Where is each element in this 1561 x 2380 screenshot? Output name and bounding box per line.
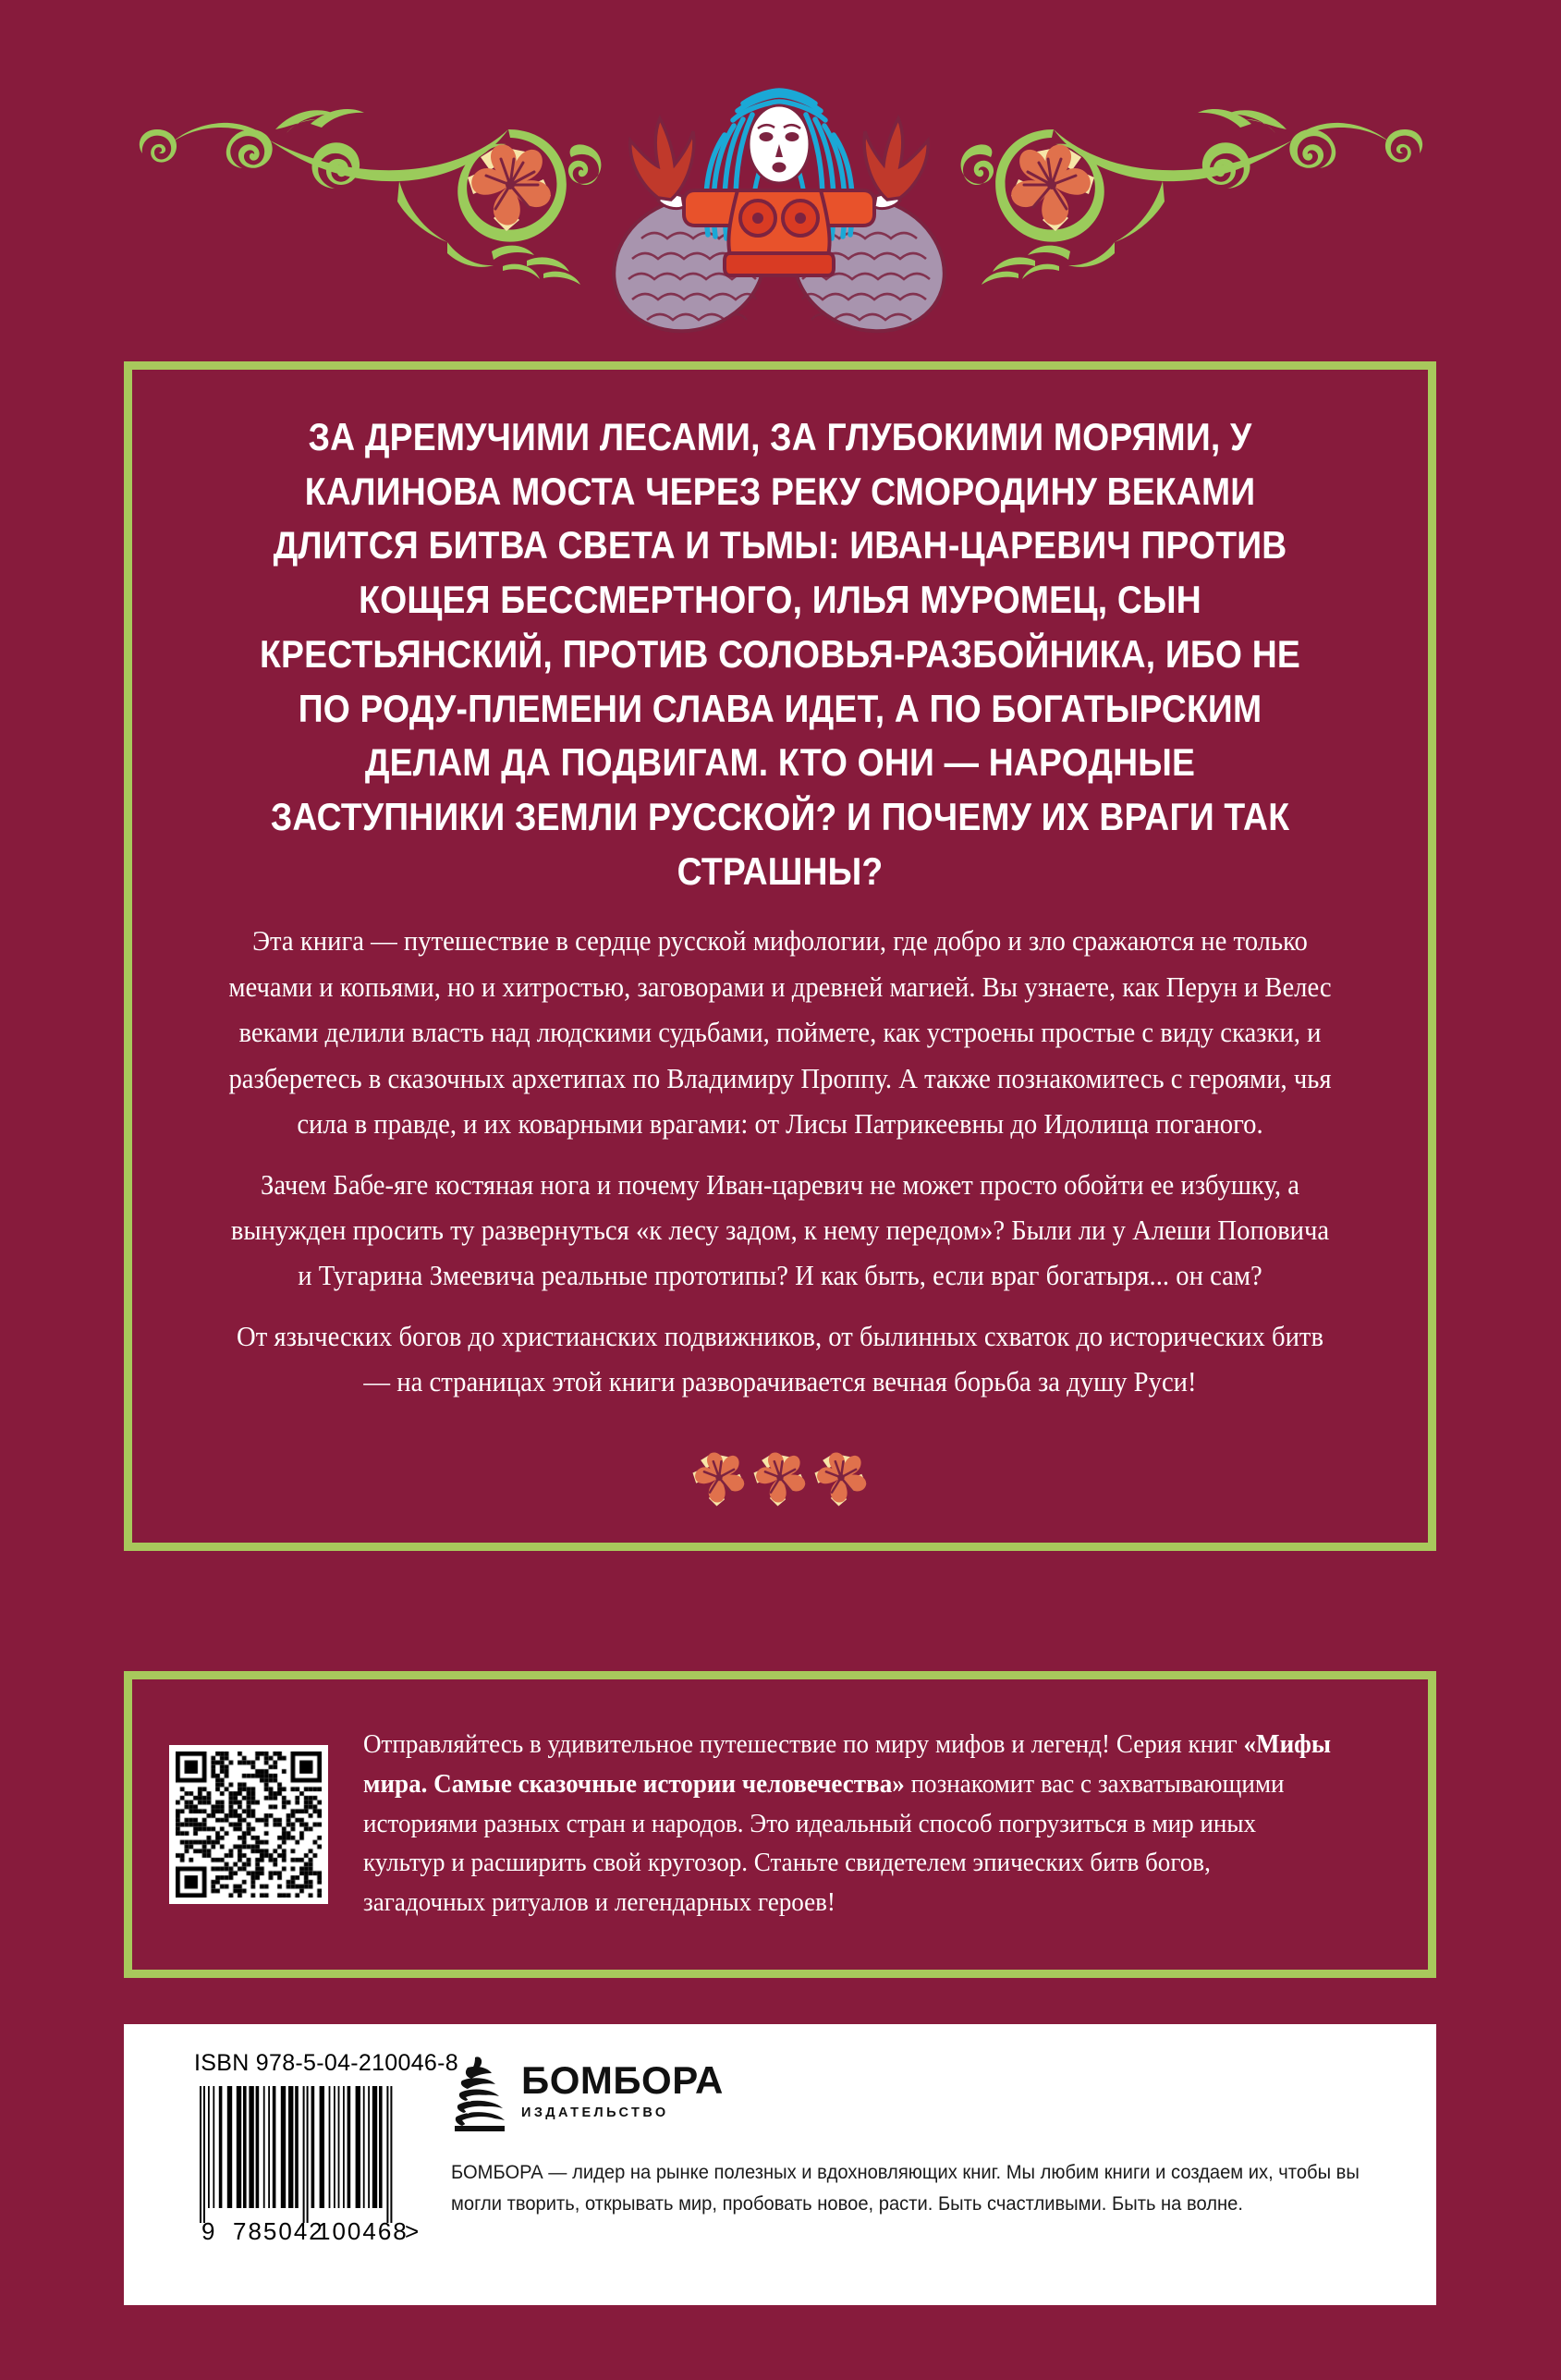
series-intro-1: Отправляйтесь в удивительное путешествие по миру мифов и легенд! Серия книг bbox=[363, 1730, 1244, 1760]
main-description-frame bbox=[124, 361, 1436, 1551]
qr-code[interactable] bbox=[169, 1745, 328, 1904]
body-paragraph-3: От языческих богов до христианских подвижников, от былинных схваток до исторических битв — на страницах этой книги разворачивается вечная борьба за душу Руси! bbox=[237, 1320, 1323, 1398]
series-promo-frame bbox=[124, 1671, 1436, 1978]
publisher-description: БОМБОРА — лидер на рынке полезных и вдохновляющих книг. Мы любим книги и создаем их, чтобы вы могли творить, открывать мир, пробовать новое, расти. Быть счастливыми. Быть на волне. bbox=[451, 2162, 1360, 2215]
isbn-block bbox=[124, 2024, 458, 2247]
publisher-logo bbox=[451, 2056, 1399, 2133]
qr-code-image bbox=[176, 1751, 322, 1898]
barcode-digits-right: 100468 bbox=[317, 2217, 409, 2245]
floral-vine-scroll-right bbox=[952, 89, 1433, 301]
barcode bbox=[194, 2081, 427, 2247]
cover-headline: ЗА ДРЕМУЧИМИ ЛЕСАМИ, ЗА ГЛУБОКИМИ МОРЯМИ, У КАЛИНОВА МОСТА ЧЕРЕЗ РЕКУ СМОРОДИНУ ВЕКАМИ ДЛИТСЯ БИТВА СВЕТА И ТЬМЫ: ИВАН-ЦАРЕВИЧ ПРОТИВ КОЩЕЯ БЕССМЕРТНОГО, ИЛЬЯ МУРОМЕЦ, СЫН КРЕСТЬЯНСКИЙ, ПРОТИВ СОЛОВЬЯ-РАЗБОЙНИКА, ИБО НЕ ПО РОДУ-ПЛЕМЕНИ СЛАВА ИДЕТ, А ПО БОГАТЫРСКИМ ДЕЛАМ ДА ПОДВИГАМ. КТО ОНИ — НАРОДНЫЕ ЗАСТУПНИКИ ЗЕМЛИ РУССКОЙ? И ПОЧЕМУ ИХ ВРАГИ ТАК СТРАШНЫ? bbox=[260, 415, 1300, 893]
body-paragraph-2: Зачем Бабе-яге костяная нога и почему Иван-царевич не может просто обойти ее избушку, а вынужден просить ту развернуться «к лесу задом, к нему передом»? Были ли у Алеши Поповича и Тугарина Змеевича реальные прототипы? И как быть, если враг богатыря... он сам? bbox=[230, 1168, 1330, 1292]
publisher-wordmark bbox=[521, 2056, 724, 2120]
bereginya-mermaid-figure bbox=[562, 79, 996, 338]
publisher-block bbox=[429, 2024, 1436, 2220]
footer-panel bbox=[124, 2024, 1436, 2305]
floral-vine-scroll-left bbox=[129, 89, 610, 301]
publisher-subtitle: ИЗДАТЕЛЬСТВО bbox=[521, 2105, 669, 2120]
series-description bbox=[328, 1726, 1373, 1923]
bombora-mark-icon bbox=[451, 2056, 508, 2133]
series-intro-2: познакомит вас с захватывающими историями разных стран и народов. Это идеальный способ погрузиться в мир иных культур и расширить свой кругозор. Станьте свидетелем эпических битв богов, загадочных ритуалов и легендарных героев! bbox=[363, 1769, 1285, 1918]
three-flower-divider bbox=[688, 1452, 872, 1511]
barcode-suffix: > bbox=[405, 2217, 420, 2245]
series-title: «Мифы мира. Самые сказочные истории человечества» bbox=[363, 1730, 1332, 1799]
barcode-digit-left: 9 bbox=[201, 2217, 215, 2245]
top-ornament-band bbox=[0, 89, 1561, 329]
body-paragraph-1: Эта книга — путешествие в сердце русской мифологии, где добро и зло сражаются не только мечами и копьями, но и хитростью, заговорами и древней магией. Вы узнаете, как Перун и Велес веками делили власть над людскими судьбами, поймете, как устроены простые с виду сказки, и разберетесь в сказочных архетипах по Владимиру Проппу. А также познакомитесь с героями, чья сила в правде, и их коварными врагами: от Лисы Патрикеевны до Идолища поганого. bbox=[228, 925, 1332, 1141]
isbn-text: ISBN 978-5-04-210046-8 bbox=[194, 2050, 458, 2076]
publisher-name: БОМБОРА bbox=[521, 2058, 724, 2102]
barcode-digits-mid: 785042 bbox=[233, 2217, 324, 2245]
